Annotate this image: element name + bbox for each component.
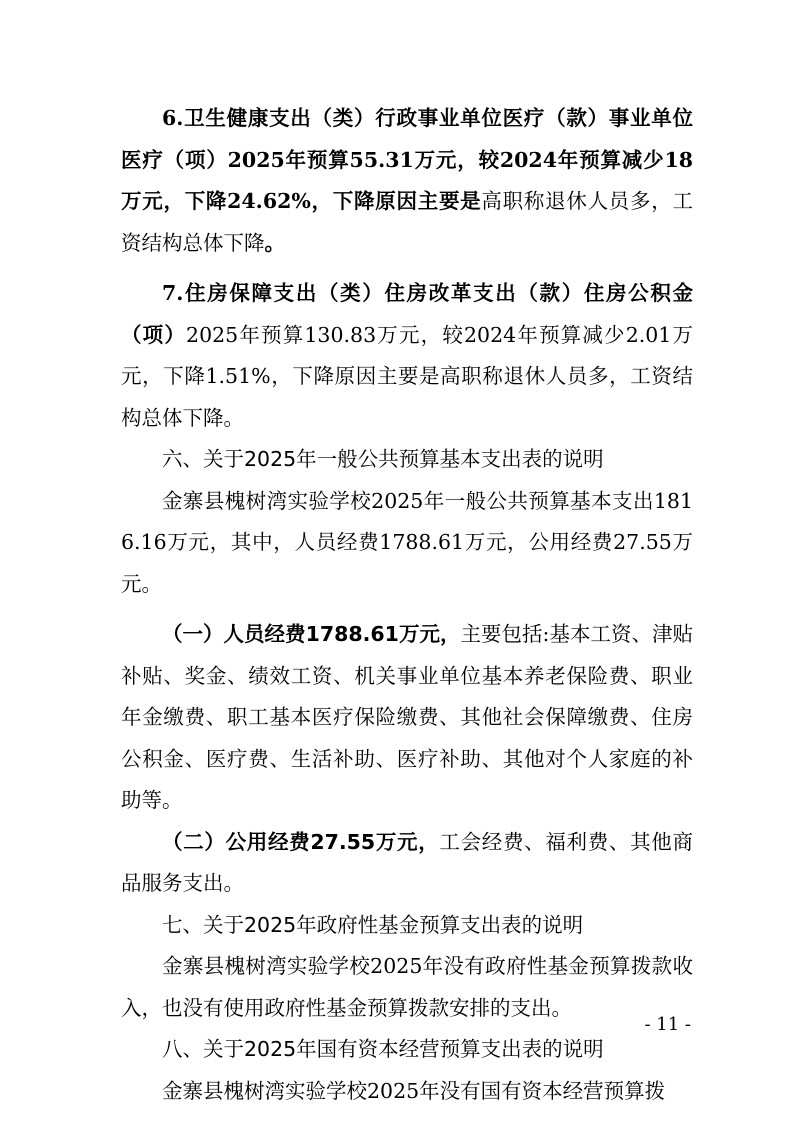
paragraph-text: 主要包括:基本工资、津贴补贴、奖金、绩效工资、机关事业单位基本养老保险费、职业年金缴费、职工基本医疗保险缴费、其他社会保障缴费、住房公积金、医疗费、生活补助、医疗补助、其他对个人家庭的补助等。 bbox=[121, 622, 693, 812]
paragraph-housing-expenditure bbox=[121, 273, 693, 439]
page-number: - 11 - bbox=[644, 1014, 691, 1035]
paragraph-bold-lead: （一）人员经费1788.61万元， bbox=[162, 622, 461, 646]
section-heading-6: 六、关于2025年一般公共预算基本支出表的说明 bbox=[162, 447, 604, 471]
document-body bbox=[121, 98, 693, 1112]
paragraph-text: 高职称退休人员多，工资结构总体下降 bbox=[121, 189, 694, 255]
section-heading-7: 七、关于2025年政府性基金预算支出表的说明 bbox=[162, 912, 584, 937]
paragraph-text: 2025年预算130.83万元，较2024年预算减少2.01万元，下降1.51%，下降原因主要是高职称退休人员多，工资结构总体下降。 bbox=[121, 322, 694, 430]
paragraph-state-capital: 金寨县槐树湾实验学校2025年没有国有资本经营预算拨 bbox=[162, 1078, 666, 1103]
paragraph-public-expenses bbox=[121, 822, 693, 905]
paragraph-bold-lead: 6.卫生健康支出（类）行政事业单位医疗（款）事业单位医疗（项）2025年预算55.31万元，较2024年预算减少18万元，下降24.62%，下降原因主要是 bbox=[121, 106, 693, 213]
section-heading-8: 八、关于2025年国有资本经营预算支出表的说明 bbox=[162, 1037, 604, 1061]
paragraph-personnel-expenses bbox=[121, 614, 693, 822]
paragraph-text: 工会经费、福利费、其他商品服务支出。 bbox=[121, 829, 693, 895]
paragraph-health-expenditure bbox=[121, 98, 693, 264]
paragraph-tail: 。 bbox=[264, 230, 285, 255]
paragraph-basic-expenditure: 金寨县槐树湾实验学校2025年一般公共预算基本支出1816.16万元，其中，人员经费1788.61万元，公用经费27.55万元。 bbox=[121, 488, 693, 596]
paragraph-bold-lead: （二）公用经费27.55万元， bbox=[162, 829, 440, 854]
paragraph-government-fund: 金寨县槐树湾实验学校2025年没有政府性基金预算拨款收入，也没有使用政府性基金预算拨款安排的支出。 bbox=[121, 954, 693, 1020]
paragraph-bold-lead: 7.住房保障支出（类）住房改革支出（款）住房公积金（项） bbox=[121, 281, 693, 347]
